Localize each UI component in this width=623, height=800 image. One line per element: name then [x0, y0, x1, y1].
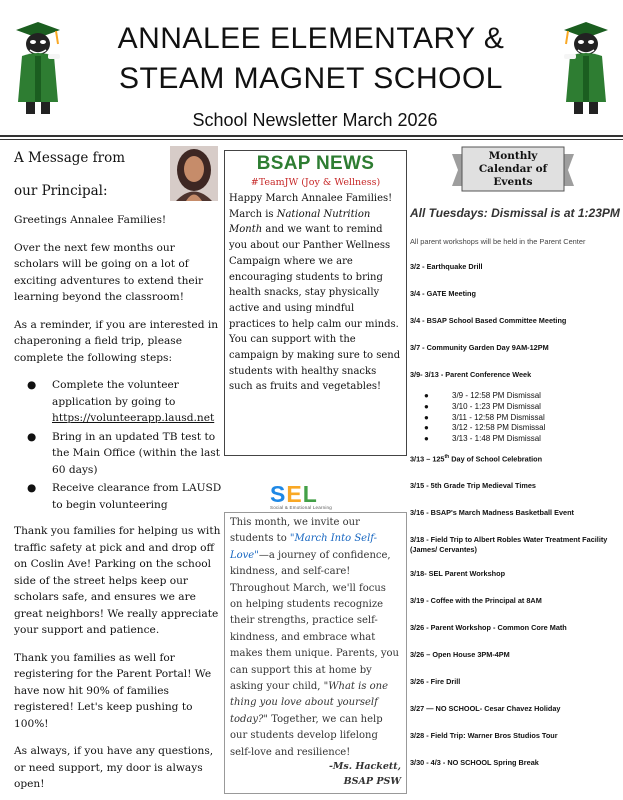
- conference-dismissals: [410, 391, 620, 445]
- event-item: 3/26 - Parent Workshop - Common Core Math: [410, 622, 567, 632]
- sel-logo: [270, 483, 366, 513]
- text: Happy March Annalee Families! March is: [229, 193, 393, 220]
- event-item: 3/18- SEL Parent Workshop: [410, 568, 506, 578]
- list-item: ● Complete the volunteer application by going to https://volunteerapp.lausd.net: [27, 379, 215, 424]
- sel-body: [230, 515, 401, 790]
- principal-message: [14, 212, 222, 800]
- list-item: ● 3/12 - 12:58 PM Dismissal: [424, 423, 546, 433]
- text: and we want to remind you about our Panther Wellness Campaign where we are encouraging students to bring health snacks, stay physically active and using mindful practices to help calm our minds.: [229, 224, 399, 330]
- signature: -Ms. Hackett,: [328, 761, 401, 773]
- bsap-news-box: [224, 150, 407, 456]
- newsletter-subtitle: School Newsletter March 2026: [192, 110, 438, 130]
- event-item: 3/16 - BSAP's March Madness Basketball Event: [410, 507, 574, 517]
- list-item: ● 3/13 - 1:48 PM Dismissal: [424, 434, 541, 444]
- principal-heading: our Principal:: [14, 183, 108, 199]
- list-item: ● 3/11 - 12:58 PM Dismissal: [424, 412, 545, 422]
- event-item: 3/15 - 5th Grade Trip Medieval Times: [410, 480, 536, 490]
- paragraph: Over the next few months our scholars will be going on a lot of exciting adventures to extend their learning beyond the classroom!: [14, 241, 204, 303]
- event-item: 3/4 - GATE Meeting: [410, 289, 476, 298]
- text: —a journey of confidence, kindness, and self-care! Throughout March, we'll focus on helping students recognize their strengths, practice self-kindness, and embrace what makes them unique. Parents, you can support this at home by asking your child,: [230, 549, 399, 693]
- greeting: Greetings Annalee Families!: [14, 214, 167, 226]
- quote: "What is one thing you love about yourself today?": [230, 681, 389, 725]
- school-name-line-1: ANNALEE ELEMENTARY &: [117, 22, 505, 55]
- event-item: 3/2 - Earthquake Drill: [410, 262, 483, 271]
- step-text: Bring in an updated TB test to the Main Office (within the last 60 days): [52, 430, 220, 476]
- paragraph: As always, if you have any questions, or need support, my door is always open!: [14, 745, 214, 790]
- event-item: 3/30 - 4/3 - NO SCHOOL Spring Break: [410, 757, 539, 767]
- event-item: 3/27 — NO SCHOOL- Cesar Chavez Holiday: [410, 703, 561, 713]
- event-item: 3/9- 3/13 - Parent Conference Week: [410, 370, 532, 379]
- header-divider: [0, 139, 623, 140]
- event-item: 3/26 – Open House 3PM-4PM: [410, 649, 510, 659]
- paragraph: As a reminder, if you are interested in chaperoning a field trip, please complete the following steps:: [14, 318, 219, 364]
- calendar-of-events: [410, 206, 620, 768]
- calendar-banner: [452, 146, 574, 196]
- bsap-body: [229, 191, 402, 395]
- signature: BSAP PSW: [343, 775, 401, 787]
- event-item: 3/7 - Community Garden Day 9AM-12PM: [410, 343, 549, 352]
- header-divider: [0, 135, 623, 137]
- event-item: 3/26 - Fire Drill: [410, 676, 461, 686]
- event-item: 3/19 - Coffee with the Principal at 8AM: [410, 595, 542, 605]
- text: You can support with the campaign by making sure to send students with healthy snacks such as fruits and vegetables!: [229, 334, 401, 393]
- event-item: 3/13 – 125th Day of School Celebration: [410, 453, 543, 464]
- event-item: 3/18 - Field Trip to Albert Robles Water Treatment Facility (James/ Cervantes): [410, 534, 608, 554]
- list-item: ● Receive clearance from LAUSD to begin volunteering: [27, 482, 222, 511]
- panther-graduate-icon: [8, 20, 68, 118]
- sel-logo-letters: SEL: [270, 481, 318, 507]
- volunteer-steps: [14, 377, 222, 513]
- sel-box: [224, 512, 407, 794]
- bsap-title: BSAP NEWS: [256, 153, 375, 174]
- volunteer-link[interactable]: https://volunteerapp.lausd.net: [52, 412, 215, 424]
- text: This month, we invite our students to: [230, 517, 360, 545]
- list-item: ● Bring in an updated TB test to the Main Office (within the last 60 days): [27, 430, 220, 476]
- text: Together, we can help our students develop lifelong self-love and resilience!: [230, 713, 383, 758]
- list-item: ● 3/10 - 1:23 PM Dismissal: [424, 401, 541, 411]
- panther-graduate-icon: [556, 20, 616, 118]
- theme-highlight: "March Into Self-Love": [230, 533, 378, 561]
- workshop-note: All parent workshops will be held in the Parent Center: [410, 237, 586, 246]
- paragraph: Thank you families for helping us with traffic safety at pick and and drop off on Coslin Ave! Parking on the school side of the street helps keep our scholars safe, and ensures we are great neighbors! We really appreciate your support and patience.: [14, 525, 221, 636]
- newsletter-header: [0, 0, 623, 143]
- principal-photo: [170, 146, 218, 201]
- event-item: 3/28 - Field Trip: Warner Bros Studios Tour: [410, 730, 558, 740]
- school-name-line-2: STEAM MAGNET SCHOOL: [118, 62, 503, 95]
- step-text: Receive clearance from LAUSD to begin volunteering: [52, 482, 222, 511]
- text-italic: National Nutrition Month: [229, 208, 371, 236]
- sel-logo-subtitle: Social & Emotional Learning: [270, 505, 332, 510]
- calendar-title: Monthly Calendar of Events: [478, 150, 548, 188]
- paragraph: Thank you families as well for registering for the Parent Portal! We have now hit 90% of families registered! Let's keep pushing to 100%!: [14, 651, 212, 730]
- tuesday-dismissal: All Tuesdays: Dismissal is at 1:23PM: [410, 206, 620, 220]
- list-item: ● 3/9 - 12:58 PM Dismissal: [424, 391, 541, 400]
- event-list: [410, 262, 620, 768]
- bsap-hashtag: #TeamJW (Joy & Wellness): [250, 177, 381, 188]
- event-item: 3/4 - BSAP School Based Committee Meeting: [410, 316, 567, 325]
- step-text: Complete the volunteer application by going to: [52, 379, 179, 408]
- principal-heading: A Message from: [14, 150, 126, 166]
